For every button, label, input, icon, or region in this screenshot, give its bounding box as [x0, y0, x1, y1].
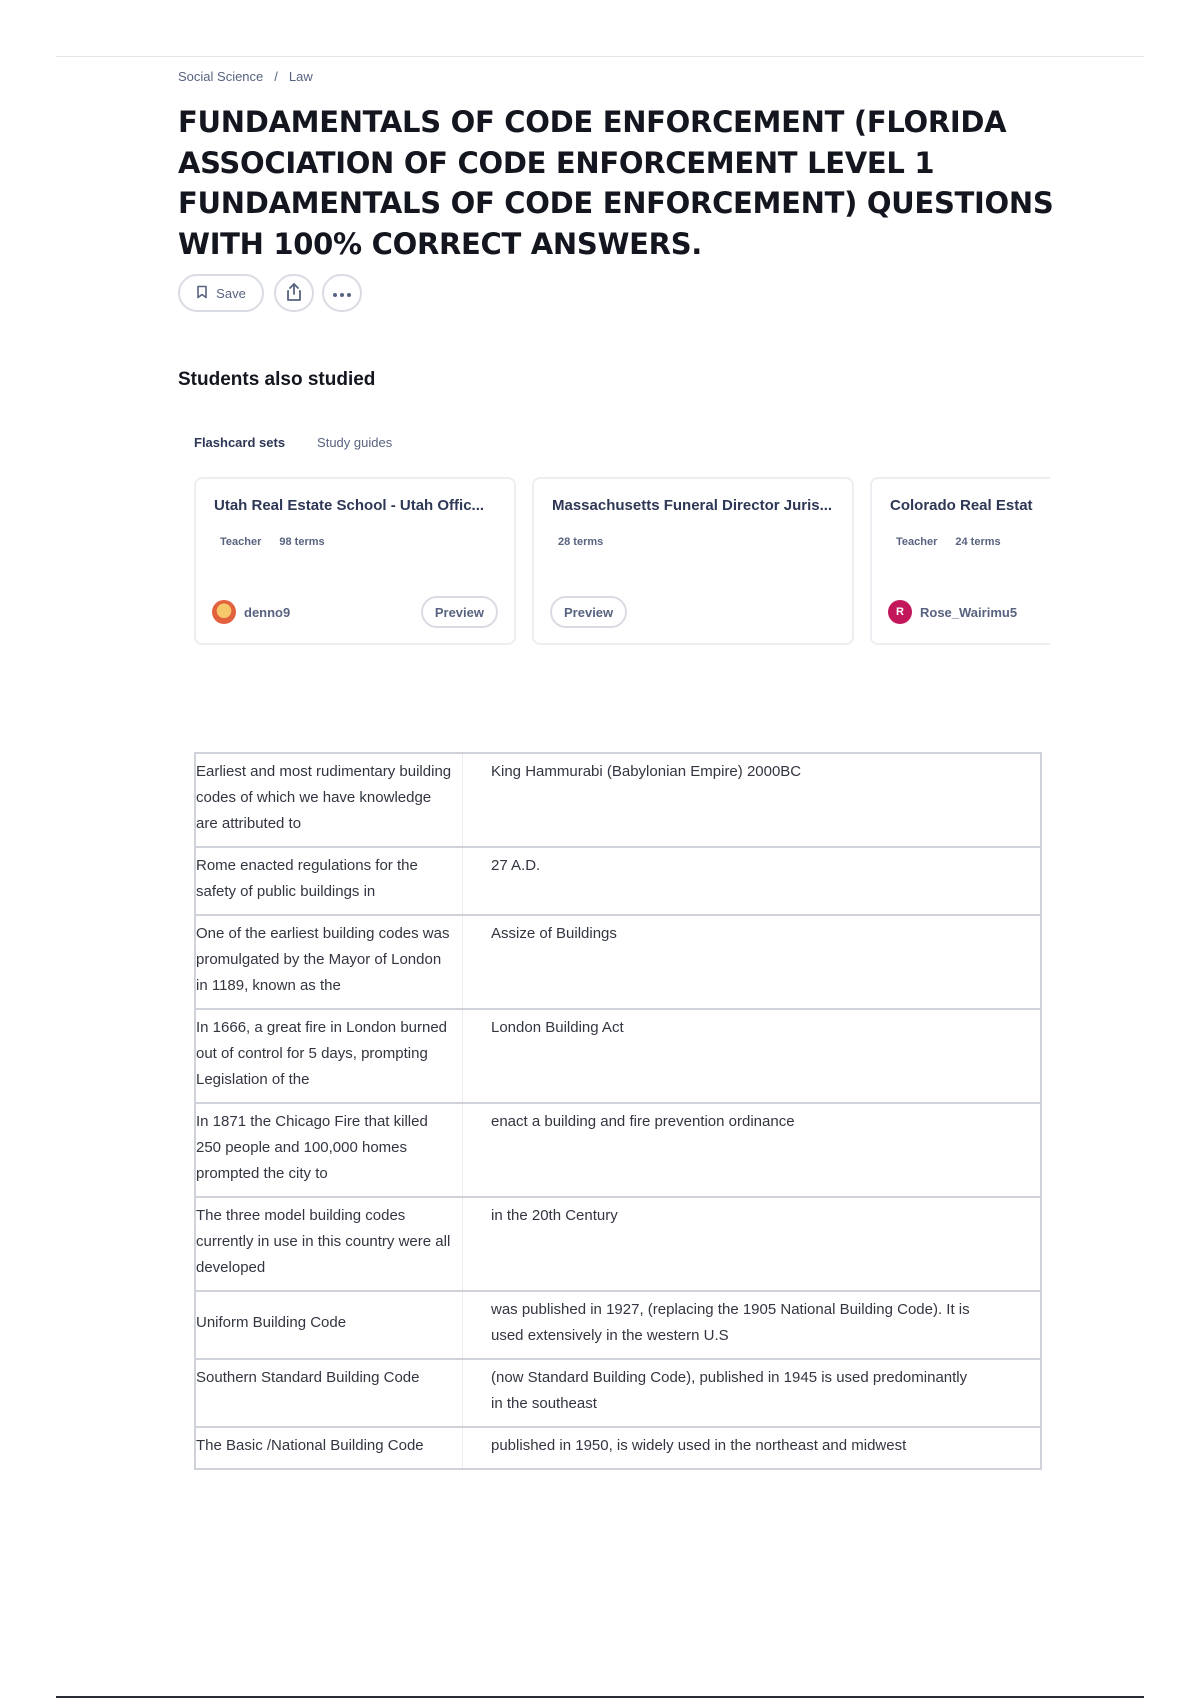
card-title: Massachusetts Funeral Director Juris... [552, 497, 833, 514]
card-footer [888, 595, 1050, 629]
more-button[interactable] [322, 274, 362, 312]
preview-button[interactable]: Preview [550, 596, 627, 628]
definition-cell: enact a building and fire prevention ordinance [463, 1103, 1042, 1197]
card-footer [550, 595, 836, 629]
study-card[interactable] [532, 477, 854, 645]
table-row [195, 1103, 1041, 1197]
definition-cell: (now Standard Building Code), published in 1945 is used predominantly in the southeast [463, 1359, 1042, 1427]
term-cell: In 1666, a great fire in London burned out of control for 5 days, prompting Legislation of the [195, 1009, 463, 1103]
students-also-studied-heading: Students also studied [178, 369, 376, 390]
bottom-divider [56, 1696, 1144, 1698]
share-button[interactable] [274, 274, 314, 312]
study-tabs [178, 431, 1058, 453]
breadcrumb-social-science[interactable]: Social Science [178, 68, 264, 84]
term-cell: In 1871 the Chicago Fire that killed 250 people and 100,000 homes prompted the city to [195, 1103, 463, 1197]
table-row [195, 915, 1041, 1009]
card-title: Colorado Real Estat [890, 497, 1033, 514]
card-meta [214, 536, 496, 548]
card-author[interactable] [888, 600, 1017, 624]
card-meta [890, 536, 1050, 548]
main-content [178, 62, 1058, 649]
table-row [195, 847, 1041, 915]
term-cell: The three model building codes currently in use in this country were all developed [195, 1197, 463, 1291]
card-footer [212, 595, 498, 629]
card-term-count: 98 terms [279, 536, 325, 548]
breadcrumb-law[interactable]: Law [288, 68, 313, 84]
card-title: Utah Real Estate School - Utah Offic... [214, 497, 485, 514]
preview-button[interactable]: Preview [421, 596, 498, 628]
definition-cell: in the 20th Century [463, 1197, 1042, 1291]
share-icon [285, 282, 303, 305]
cards-track [194, 477, 1050, 645]
study-card[interactable] [194, 477, 516, 645]
action-bar [178, 273, 1058, 313]
definition-cell: London Building Act [463, 1009, 1042, 1103]
tab-flashcard-sets[interactable]: Flashcard sets [194, 434, 286, 450]
card-author[interactable] [212, 600, 290, 624]
card-badge: Teacher [896, 536, 938, 548]
term-cell: Earliest and most rudimentary building codes of which we have knowledge are attributed to [195, 753, 463, 847]
breadcrumb-separator: / [274, 68, 278, 84]
bookmark-icon [196, 285, 208, 302]
term-cell: Southern Standard Building Code [195, 1359, 463, 1427]
tab-study-guides[interactable]: Study guides [317, 434, 393, 450]
breadcrumb [178, 62, 1058, 90]
definition-cell: published in 1950, is widely used in the northeast and midwest [463, 1427, 1042, 1469]
card-meta [552, 536, 834, 548]
term-cell: Uniform Building Code [195, 1291, 463, 1359]
term-cell: The Basic /National Building Code [195, 1427, 463, 1469]
top-divider [56, 56, 1144, 57]
cards-carousel [194, 477, 1050, 649]
page-title: FUNDAMENTALS OF CODE ENFORCEMENT (FLORIDA ASSOCIATION OF CODE ENFORCEMENT LEVEL 1 FUNDAMENTALS OF CODE ENFORCEMENT) QUESTIONS WITH 100% CORRECT ANSWERS. [178, 105, 1054, 261]
table-row [195, 1427, 1041, 1469]
table-row [195, 1359, 1041, 1427]
terms-table [194, 752, 1042, 1470]
table-row [195, 1009, 1041, 1103]
definition-cell: King Hammurabi (Babylonian Empire) 2000BC [491, 763, 802, 780]
author-name: denno9 [244, 604, 291, 620]
avatar [212, 600, 236, 624]
definition-cell: 27 A.D. [463, 847, 1042, 915]
study-card[interactable] [870, 477, 1050, 645]
save-button-label: Save [216, 285, 246, 301]
card-term-count: 24 terms [955, 536, 1001, 548]
card-badge: Teacher [220, 536, 262, 548]
table-row [195, 1197, 1041, 1291]
more-icon [332, 286, 352, 301]
term-cell: Rome enacted regulations for the safety of public buildings in [195, 847, 463, 915]
definition-cell: Assize of Buildings [463, 915, 1042, 1009]
table-row [195, 753, 1041, 847]
table-row [195, 1291, 1041, 1359]
card-term-count: 28 terms [558, 536, 604, 548]
definition-cell: was published in 1927, (replacing the 1905 National Building Code). It is used extensively in the western U.S [463, 1291, 1042, 1359]
save-button[interactable] [178, 274, 264, 312]
term-cell: One of the earliest building codes was promulgated by the Mayor of London in 1189, known as the [195, 915, 463, 1009]
avatar: R [888, 600, 912, 624]
author-name: Rose_Wairimu5 [920, 604, 1018, 620]
